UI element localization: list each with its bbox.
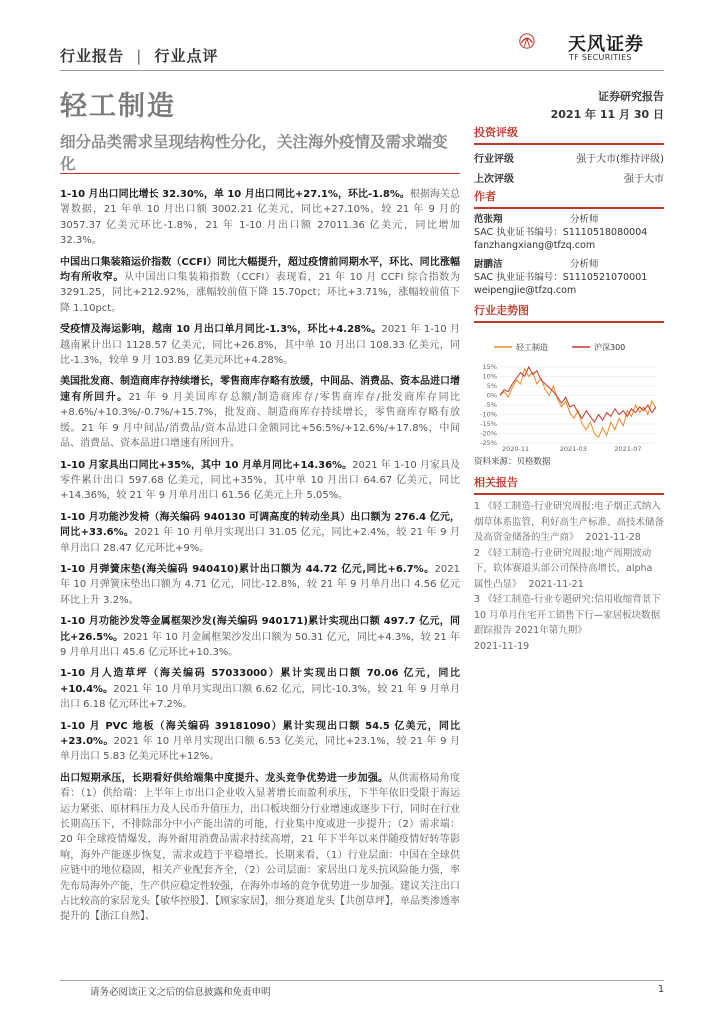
- related-report-item[interactable]: [474, 546, 664, 593]
- trend-section: [474, 302, 664, 467]
- paragraph-text: 从供需格局角度看：（1）供给端：上半年上市出口企业收入显著增长而盈利承压，下半年依旧受限于海运运力紧张、原材料压力及人民币升值压力，出口板块细分行业增速或逐步下行，同时在行业长期高压下，不排除部分中小产能出清的可能，行业集中度或进一步提升；（2）需求端：20 年全球疫情爆发，海外耐用消费品需求持续高增，21 年下半年以来伴随疫情好转等影响，海外产能逐步恢复，需求或趋于平稳增长。长期来看，（1）行业层面：中国在全球供应链中的地位稳固，相关产业配套齐全，（2）公司层面：家居出口龙头抗风险能力强，率先布局海外产能，生产供应稳定性较强，在海外市场的竞争优势进一步加强。建议关注出口占比较高的家居龙头【敏华控股】、【顾家家居】，细分赛道龙头【共创草坪】，单品类渗透率提升的【浙江自然】、: [60, 772, 461, 923]
- paragraph-lead: 1-10 月功能沙发椅（海关编码 940130 可调高度的转动坐具）出口额为 276.4 亿元，同比+33.6%。: [60, 511, 460, 539]
- rating-section: [474, 124, 664, 185]
- report-date: 2021 年 11 月 30 日: [550, 108, 664, 121]
- body-paragraph: [60, 562, 460, 608]
- category-separator: |: [136, 47, 143, 65]
- industry-title: 轻工制造: [60, 91, 176, 122]
- body-divider: [60, 173, 460, 174]
- y-tick-label: -20%: [480, 429, 497, 438]
- y-tick-label: -10%: [480, 410, 497, 419]
- paragraph-lead: 美国批发商、制造商库存持续增长，零售商库存略有放缓，中间品、消费品、资本品进口增速有所回升。: [60, 376, 460, 403]
- analyst-cert: SAC 执业证书编号：S1110521070001: [474, 272, 648, 283]
- paragraph-text: 从中国出口集装箱指数（CCFI）表现看，21 年 10 月 CCFI 综合指数为 3291.25，同比+212.92%，涨幅较前值下降 15.70pct；环比+3.71%，涨幅较前值下降 1.10pct。: [60, 272, 460, 314]
- related-report-item[interactable]: [474, 499, 664, 546]
- paragraph-lead: 出口短期承压，长期看好供给端集中度提升、龙头竞争优势进一步加强。: [60, 772, 389, 784]
- x-tick-label: 2021-07: [614, 445, 642, 453]
- trend-divider: [474, 321, 664, 323]
- related-report-item[interactable]: [474, 592, 664, 654]
- y-tick-label: 10%: [482, 372, 497, 381]
- analyst-role: 分析师: [570, 214, 599, 225]
- analyst-email[interactable]: weipengjie@tfzq.com: [474, 285, 577, 296]
- analyst-cert: SAC 执业证书编号：S1110518080004: [474, 227, 648, 238]
- page-number: 1: [657, 984, 664, 995]
- related-divider: [474, 493, 664, 495]
- paragraph-text: 2021 年 10 月单月实现出口 31.05 亿元，同比+2.4%，较 21 年 9 月单月出口 28.47 亿元环比+9%。: [60, 527, 461, 554]
- analyst-role: 分析师: [570, 259, 599, 270]
- y-tick-label: -5%: [484, 400, 497, 409]
- trend-source: 资料来源：贝格数据: [474, 457, 551, 467]
- related-report-text[interactable]: 1 《轻工制造-行业研究周报:电子烟正式纳入烟草体系监管，利好高生产标准、高技术储备及高资金储备的生产商》: [474, 501, 665, 543]
- y-tick-label: 0%: [486, 391, 497, 400]
- related-report-date: 2021-11-19: [474, 640, 530, 652]
- footer-divider: [60, 980, 664, 981]
- related-section: [474, 474, 664, 654]
- related-title: 相关报告: [474, 476, 518, 489]
- rating-value: 强于大市: [624, 174, 664, 185]
- x-tick-label: 2021-03: [559, 445, 587, 453]
- footer-disclaimer[interactable]: 请务必阅读正文之后的信息披露和免责申明: [90, 987, 271, 998]
- related-report-date: 2021-11-28: [585, 532, 641, 543]
- paragraph-text: 2021 年 10 月单月实现出口额 6.53 亿美元，同比+23.1%，较 21 年 9 月单月出口 5.83 亿美元环比+12%。: [60, 736, 461, 763]
- report-category: [60, 45, 219, 66]
- legend-label: 轻工制造: [516, 343, 548, 352]
- related-report-date: 2021-11-21: [528, 578, 584, 590]
- paragraph-text: 2021 年 1-10 月家具及零件累计出口 597.68 亿美元，同比+35%，其中单 10 月出口 64.67 亿美元，同比+14.36%，较 21 年 9 月单月出口 61.56 亿美元上升 5.05%。: [60, 459, 460, 502]
- rating-title: 投资评级: [474, 126, 518, 139]
- authors-divider: [474, 207, 664, 209]
- y-tick-label: -25%: [480, 439, 497, 447]
- series-line-0: [500, 369, 656, 438]
- y-tick-label: -15%: [480, 419, 497, 428]
- y-tick-label: 15%: [482, 362, 497, 371]
- analyst-email[interactable]: fanzhangxiang@tfzq.com: [474, 240, 596, 251]
- tf-securities-logo-icon: [518, 16, 568, 66]
- body-paragraph: [60, 614, 460, 660]
- paragraph-lead: 1-10 月 PVC 地板（海关编码 39181090）累计实现出口额 54.5 亿美元，同比+23.0%。: [60, 720, 460, 747]
- analyst-name: 尉鹏洁: [474, 259, 503, 270]
- x-tick-label: 2020-11: [502, 445, 530, 453]
- legend-label: 沪深300: [594, 343, 626, 352]
- paragraph-text: 根据海关总署数据，21 年单 10 月出口额 3002.21 亿美元，同比+27.10%，较 21 年 9 月的 3057.37 亿美元环比-1.8%，21 年 1-10 月出口额 27011.36 亿美元，同比增加 32.3%。: [60, 189, 460, 247]
- rating-divider: [474, 143, 664, 145]
- paragraph-text: 2021 年 10 月弹簧床垫出口额为 4.71 亿元，同比-12.8%，较 21 年 9 月单月出口 4.56 亿元环比上升 3.2%。: [60, 563, 460, 606]
- category-right: 行业点评: [154, 47, 219, 65]
- paragraph-lead: 1-10 月弹簧床垫(海关编码 940410)累计出口额为 44.72 亿元,同比+6.7%。: [60, 563, 435, 575]
- paragraph-lead: 1-10 月出口同比增长 32.30%，单 10 月出口同比+27.1%，环比-1.8%。: [60, 189, 410, 200]
- body-paragraph: [60, 322, 460, 368]
- paragraph-lead: 1-10 月人造草坪（海关编码 57033000）累计实现出口额 70.06 亿元，同比+10.4%。: [60, 668, 460, 695]
- rating-label: 行业评级: [474, 154, 514, 165]
- related-report-text[interactable]: 3 《轻工制造-行业专题研究:信用收缩背景下 10 月单月住宅开工销售下行—家居板块数据跟踪报告 2021年第九期》: [474, 594, 661, 636]
- analyst-name: 范张翔: [474, 214, 503, 225]
- paragraph-text: 2021 年 10 月单月实现出口额 6.62 亿元，同比-10.3%，较 21 年 9 月单月出口 6.18 亿元环比+7.2%。: [60, 683, 460, 711]
- paragraph-lead: 中国出口集装箱运价指数（CCFI）同比大幅提升，超过疫情前同期水平，环比、同比涨幅均有所收窄。: [60, 256, 460, 284]
- paragraph-lead: 受疫情及海运影响，越南 10 月出口单月同比-1.3%，环比+4.28%。: [60, 324, 382, 336]
- paragraph-lead: 1-10 月家具出口同比+35%，其中 10 月单月同比+14.36%。: [60, 459, 353, 471]
- paragraph-lead: 1-10 月功能沙发等金属框架沙发(海关编码 940171)累计实现出口额 497.7 亿元，同比+26.5%。: [60, 616, 460, 643]
- paragraph-text: 2021 年 1-10 月越南累计出口 1128.57 亿美元，同比+26.8%，其中单 10 月出口 108.33 亿美元，同比-1.3%，较单 9 月 103.89 亿美元环比+4.28%。: [60, 324, 460, 367]
- body-paragraph: [60, 255, 460, 317]
- body-paragraph: [60, 374, 460, 451]
- report-headline: 细分品类需求呈现结构性分化，关注海外疫情及需求端变化: [60, 133, 448, 173]
- body-paragraph: [60, 719, 460, 765]
- authors-title: 作者: [474, 190, 496, 203]
- logo-text-en: TF SECURITIES: [569, 53, 632, 62]
- rating-label: 上次评级: [474, 174, 514, 185]
- body-paragraph: [60, 510, 460, 556]
- industry-trend-chart: [474, 325, 664, 453]
- rating-value: 强于大市(维持评级): [576, 154, 664, 165]
- body-paragraph: [60, 771, 460, 925]
- body-paragraph: [60, 458, 460, 504]
- logo-text-cn: 天风证券: [568, 34, 644, 55]
- trend-title: 行业走势图: [474, 304, 529, 317]
- body-column: [60, 187, 460, 931]
- rating-row: [474, 170, 664, 185]
- paragraph-text: 2021 年 10 月金属框架沙发出口额为 50.31 亿元，同比+4.3%，较 21 年 9 月单月出口 45.6 亿元环比+10.3%。: [60, 631, 461, 658]
- report-type: 证券研究报告: [598, 90, 664, 103]
- category-left: 行业报告: [60, 47, 125, 65]
- body-paragraph: [60, 666, 460, 712]
- analyst-card: [474, 258, 664, 297]
- body-paragraph: [60, 187, 460, 249]
- rating-row: [474, 150, 664, 165]
- paragraph-text: 21 年 9 月美国库存总额/制造商库存/零售商库存/批发商库存同比+8.6%/+10.3%/-0.7%/+15.7%，批发商、制造商库存持续增长，零售商库存略有放缓。21 年 9 月中间品/消费品/资本品进口金额同比+56.5%/+12.6%/+17.8%，中间品、消费品、资本品进口增速有所回升。: [60, 391, 460, 450]
- related-report-text[interactable]: 2 《轻工制造-行业研究周报:地产周期波动下，软体赛道头部公司保持高增长，alpha 属性凸显》: [474, 547, 653, 590]
- analyst-card: [474, 213, 664, 252]
- y-tick-label: 5%: [486, 381, 497, 390]
- header-divider: [60, 70, 664, 71]
- authors-section: [474, 188, 664, 297]
